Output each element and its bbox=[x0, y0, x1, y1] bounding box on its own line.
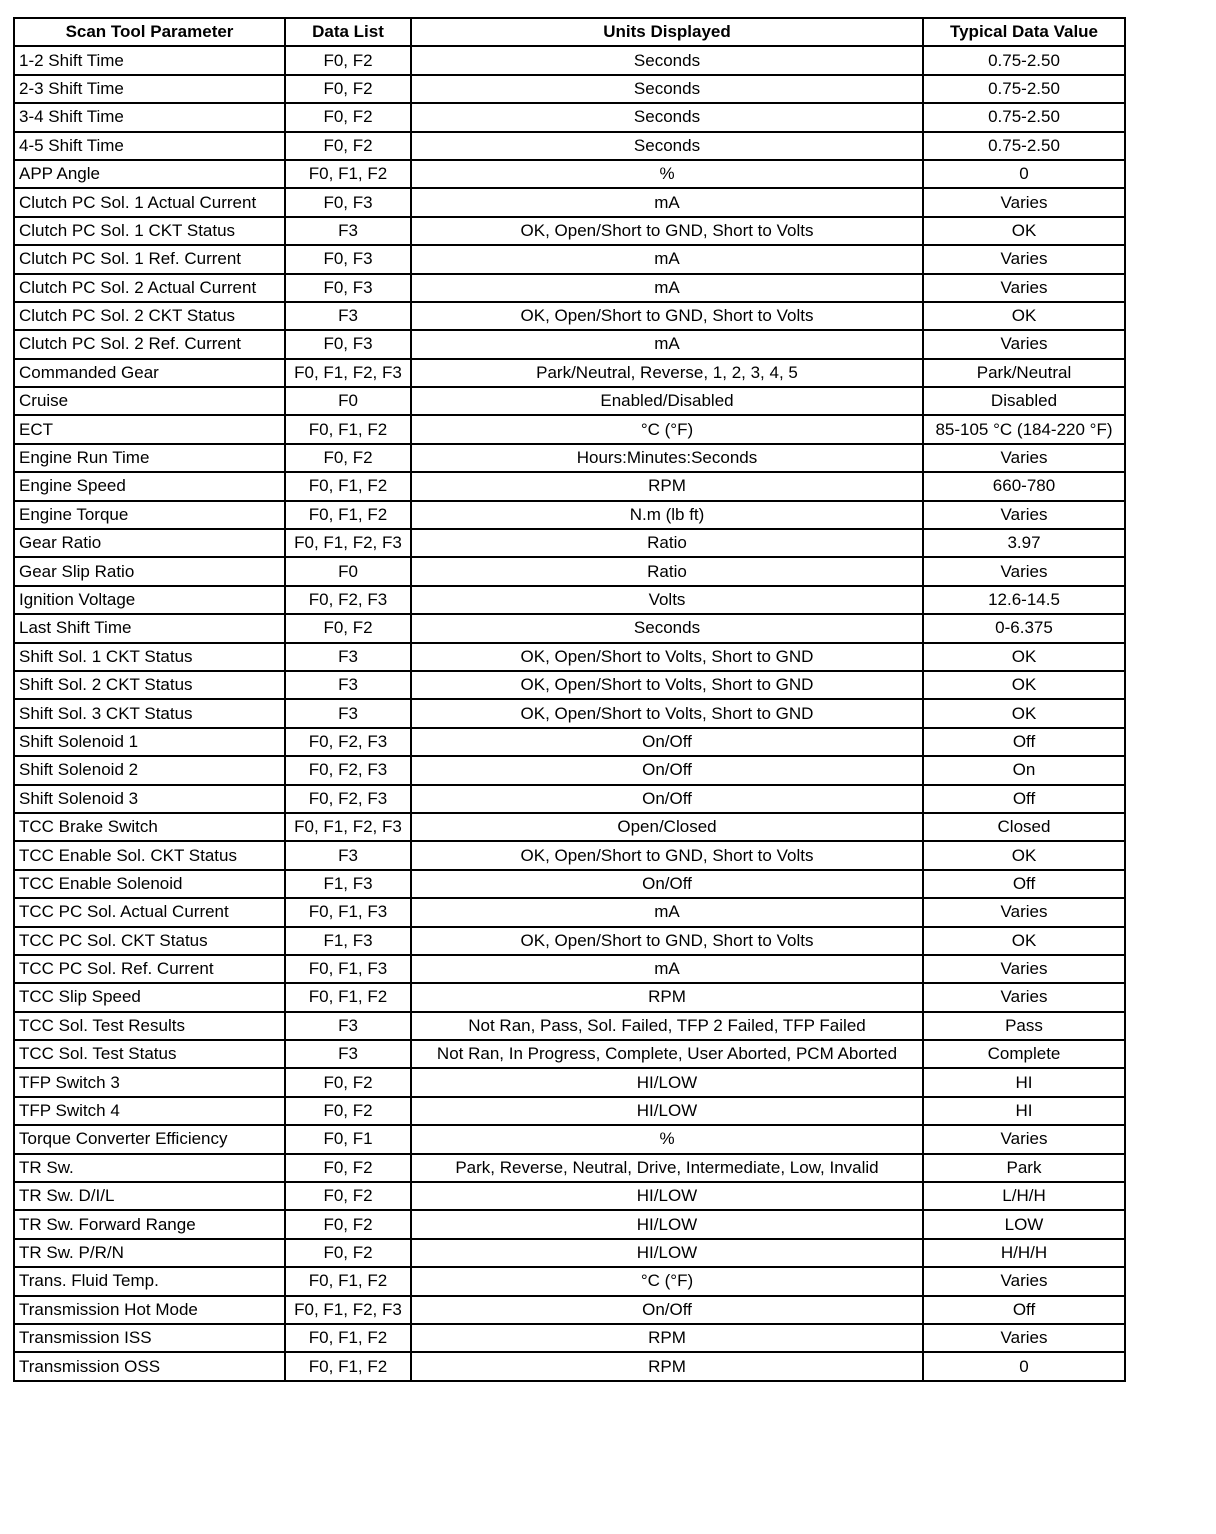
typical-value-cell: 0.75-2.50 bbox=[923, 103, 1125, 131]
units-cell: HI/LOW bbox=[411, 1182, 923, 1210]
parameter-cell: Torque Converter Efficiency bbox=[14, 1125, 285, 1153]
scan-tool-data-document bbox=[13, 17, 1126, 1382]
parameter-cell: Shift Solenoid 3 bbox=[14, 785, 285, 813]
data-list-cell: F0, F2 bbox=[285, 1068, 411, 1096]
units-cell: On/Off bbox=[411, 785, 923, 813]
typical-value-cell: Park/Neutral bbox=[923, 359, 1125, 387]
parameter-cell: TCC PC Sol. Actual Current bbox=[14, 898, 285, 926]
data-list-cell: F0, F1, F2, F3 bbox=[285, 813, 411, 841]
units-cell: OK, Open/Short to GND, Short to Volts bbox=[411, 927, 923, 955]
units-cell: mA bbox=[411, 898, 923, 926]
scan-tool-data-table bbox=[13, 17, 1126, 1382]
units-cell: On/Off bbox=[411, 728, 923, 756]
table-row bbox=[14, 46, 1125, 74]
data-list-cell: F0, F2 bbox=[285, 103, 411, 131]
typical-value-cell: HI bbox=[923, 1097, 1125, 1125]
parameter-cell: TR Sw. Forward Range bbox=[14, 1210, 285, 1238]
data-list-cell: F0, F2 bbox=[285, 132, 411, 160]
parameter-cell: TR Sw. P/R/N bbox=[14, 1239, 285, 1267]
data-list-cell: F0, F1, F3 bbox=[285, 955, 411, 983]
table-row bbox=[14, 415, 1125, 443]
data-list-cell: F0, F1, F2 bbox=[285, 472, 411, 500]
units-cell: OK, Open/Short to Volts, Short to GND bbox=[411, 671, 923, 699]
parameter-cell: TFP Switch 4 bbox=[14, 1097, 285, 1125]
parameter-cell: APP Angle bbox=[14, 160, 285, 188]
units-cell: Seconds bbox=[411, 103, 923, 131]
units-cell: OK, Open/Short to Volts, Short to GND bbox=[411, 643, 923, 671]
parameter-cell: Shift Sol. 2 CKT Status bbox=[14, 671, 285, 699]
parameter-cell: Clutch PC Sol. 2 Actual Current bbox=[14, 274, 285, 302]
table-row bbox=[14, 756, 1125, 784]
units-cell: OK, Open/Short to GND, Short to Volts bbox=[411, 841, 923, 869]
table-row bbox=[14, 1125, 1125, 1153]
typical-value-cell: 0 bbox=[923, 1352, 1125, 1380]
table-row bbox=[14, 557, 1125, 585]
parameter-cell: TCC PC Sol. CKT Status bbox=[14, 927, 285, 955]
typical-value-cell: Varies bbox=[923, 330, 1125, 358]
typical-value-cell: Pass bbox=[923, 1012, 1125, 1040]
parameter-cell: TCC PC Sol. Ref. Current bbox=[14, 955, 285, 983]
parameter-cell: Transmission ISS bbox=[14, 1324, 285, 1352]
units-cell: mA bbox=[411, 188, 923, 216]
typical-value-cell: Park bbox=[923, 1154, 1125, 1182]
parameter-cell: Trans. Fluid Temp. bbox=[14, 1267, 285, 1295]
typical-value-cell: Varies bbox=[923, 245, 1125, 273]
units-cell: RPM bbox=[411, 983, 923, 1011]
table-row bbox=[14, 103, 1125, 131]
typical-value-cell: OK bbox=[923, 927, 1125, 955]
data-list-cell: F0, F3 bbox=[285, 188, 411, 216]
units-cell: % bbox=[411, 1125, 923, 1153]
units-cell: OK, Open/Short to GND, Short to Volts bbox=[411, 217, 923, 245]
table-row bbox=[14, 841, 1125, 869]
data-list-cell: F0, F2 bbox=[285, 46, 411, 74]
typical-value-cell: Complete bbox=[923, 1040, 1125, 1068]
table-row bbox=[14, 671, 1125, 699]
parameter-cell: Engine Run Time bbox=[14, 444, 285, 472]
typical-value-cell: Varies bbox=[923, 444, 1125, 472]
parameter-cell: TCC Sol. Test Status bbox=[14, 1040, 285, 1068]
units-cell: RPM bbox=[411, 472, 923, 500]
header-scan-tool-parameter: Scan Tool Parameter bbox=[14, 18, 285, 46]
table-row bbox=[14, 1154, 1125, 1182]
data-list-cell: F0, F2 bbox=[285, 1210, 411, 1238]
table-row bbox=[14, 614, 1125, 642]
units-cell: Seconds bbox=[411, 46, 923, 74]
data-list-cell: F0, F2 bbox=[285, 1239, 411, 1267]
typical-value-cell: OK bbox=[923, 699, 1125, 727]
data-list-cell: F0, F1, F2 bbox=[285, 983, 411, 1011]
units-cell: On/Off bbox=[411, 870, 923, 898]
data-list-cell: F0, F1, F2 bbox=[285, 415, 411, 443]
units-cell: N.m (lb ft) bbox=[411, 501, 923, 529]
typical-value-cell: OK bbox=[923, 217, 1125, 245]
parameter-cell: Shift Sol. 1 CKT Status bbox=[14, 643, 285, 671]
typical-value-cell: 0.75-2.50 bbox=[923, 46, 1125, 74]
parameter-cell: TCC Enable Solenoid bbox=[14, 870, 285, 898]
units-cell: On/Off bbox=[411, 1296, 923, 1324]
table-row bbox=[14, 983, 1125, 1011]
typical-value-cell: OK bbox=[923, 841, 1125, 869]
data-list-cell: F0, F1, F2, F3 bbox=[285, 1296, 411, 1324]
data-list-cell: F3 bbox=[285, 217, 411, 245]
units-cell: OK, Open/Short to GND, Short to Volts bbox=[411, 302, 923, 330]
data-list-cell: F1, F3 bbox=[285, 870, 411, 898]
typical-value-cell: Varies bbox=[923, 274, 1125, 302]
parameter-cell: 2-3 Shift Time bbox=[14, 75, 285, 103]
typical-value-cell: Varies bbox=[923, 557, 1125, 585]
table-row bbox=[14, 75, 1125, 103]
units-cell: Seconds bbox=[411, 614, 923, 642]
table-row bbox=[14, 472, 1125, 500]
data-list-cell: F0 bbox=[285, 387, 411, 415]
units-cell: Park/Neutral, Reverse, 1, 2, 3, 4, 5 bbox=[411, 359, 923, 387]
data-list-cell: F0, F2 bbox=[285, 75, 411, 103]
table-row bbox=[14, 699, 1125, 727]
table-row bbox=[14, 1097, 1125, 1125]
parameter-cell: Shift Solenoid 2 bbox=[14, 756, 285, 784]
typical-value-cell: Closed bbox=[923, 813, 1125, 841]
units-cell: HI/LOW bbox=[411, 1068, 923, 1096]
typical-value-cell: OK bbox=[923, 643, 1125, 671]
table-row bbox=[14, 444, 1125, 472]
table-row bbox=[14, 1324, 1125, 1352]
typical-value-cell: OK bbox=[923, 302, 1125, 330]
table-row bbox=[14, 586, 1125, 614]
data-list-cell: F0, F2 bbox=[285, 1182, 411, 1210]
parameter-cell: Transmission OSS bbox=[14, 1352, 285, 1380]
typical-value-cell: 12.6-14.5 bbox=[923, 586, 1125, 614]
data-list-cell: F0, F1, F2, F3 bbox=[285, 529, 411, 557]
parameter-cell: Ignition Voltage bbox=[14, 586, 285, 614]
parameter-cell: TR Sw. D/I/L bbox=[14, 1182, 285, 1210]
table-body bbox=[14, 46, 1125, 1380]
data-list-cell: F0, F2, F3 bbox=[285, 728, 411, 756]
parameter-cell: Shift Solenoid 1 bbox=[14, 728, 285, 756]
typical-value-cell: LOW bbox=[923, 1210, 1125, 1238]
units-cell: Volts bbox=[411, 586, 923, 614]
header-data-list: Data List bbox=[285, 18, 411, 46]
table-row bbox=[14, 927, 1125, 955]
parameter-cell: TCC Enable Sol. CKT Status bbox=[14, 841, 285, 869]
table-row bbox=[14, 1182, 1125, 1210]
table-row bbox=[14, 1267, 1125, 1295]
table-row bbox=[14, 188, 1125, 216]
data-list-cell: F0, F1, F2, F3 bbox=[285, 359, 411, 387]
table-row bbox=[14, 1210, 1125, 1238]
typical-value-cell: Varies bbox=[923, 1324, 1125, 1352]
units-cell: % bbox=[411, 160, 923, 188]
parameter-cell: ECT bbox=[14, 415, 285, 443]
table-row bbox=[14, 274, 1125, 302]
parameter-cell: Clutch PC Sol. 2 CKT Status bbox=[14, 302, 285, 330]
parameter-cell: TCC Sol. Test Results bbox=[14, 1012, 285, 1040]
table-row bbox=[14, 1239, 1125, 1267]
data-list-cell: F3 bbox=[285, 841, 411, 869]
data-list-cell: F0, F3 bbox=[285, 245, 411, 273]
units-cell: HI/LOW bbox=[411, 1210, 923, 1238]
table-row bbox=[14, 1040, 1125, 1068]
data-list-cell: F0, F1, F2 bbox=[285, 501, 411, 529]
typical-value-cell: OK bbox=[923, 671, 1125, 699]
table-row bbox=[14, 132, 1125, 160]
parameter-cell: 4-5 Shift Time bbox=[14, 132, 285, 160]
units-cell: Park, Reverse, Neutral, Drive, Intermediate, Low, Invalid bbox=[411, 1154, 923, 1182]
table-row bbox=[14, 870, 1125, 898]
header-units-displayed: Units Displayed bbox=[411, 18, 923, 46]
units-cell: mA bbox=[411, 955, 923, 983]
units-cell: °C (°F) bbox=[411, 1267, 923, 1295]
table-row bbox=[14, 359, 1125, 387]
units-cell: mA bbox=[411, 245, 923, 273]
typical-value-cell: Varies bbox=[923, 955, 1125, 983]
header-typical-data-value: Typical Data Value bbox=[923, 18, 1125, 46]
table-row bbox=[14, 1012, 1125, 1040]
table-header-row bbox=[14, 18, 1125, 46]
table-row bbox=[14, 1068, 1125, 1096]
units-cell: Seconds bbox=[411, 75, 923, 103]
typical-value-cell: 85-105 °C (184-220 °F) bbox=[923, 415, 1125, 443]
units-cell: OK, Open/Short to Volts, Short to GND bbox=[411, 699, 923, 727]
units-cell: Enabled/Disabled bbox=[411, 387, 923, 415]
data-list-cell: F3 bbox=[285, 1012, 411, 1040]
data-list-cell: F0, F2 bbox=[285, 444, 411, 472]
typical-value-cell: 0-6.375 bbox=[923, 614, 1125, 642]
parameter-cell: Clutch PC Sol. 1 CKT Status bbox=[14, 217, 285, 245]
data-list-cell: F3 bbox=[285, 302, 411, 330]
typical-value-cell: Varies bbox=[923, 188, 1125, 216]
typical-value-cell: H/H/H bbox=[923, 1239, 1125, 1267]
units-cell: Not Ran, Pass, Sol. Failed, TFP 2 Failed, TFP Failed bbox=[411, 1012, 923, 1040]
typical-value-cell: Varies bbox=[923, 983, 1125, 1011]
units-cell: Open/Closed bbox=[411, 813, 923, 841]
data-list-cell: F3 bbox=[285, 699, 411, 727]
parameter-cell: 1-2 Shift Time bbox=[14, 46, 285, 74]
typical-value-cell: 0.75-2.50 bbox=[923, 132, 1125, 160]
parameter-cell: Clutch PC Sol. 1 Actual Current bbox=[14, 188, 285, 216]
data-list-cell: F0, F3 bbox=[285, 330, 411, 358]
typical-value-cell: Off bbox=[923, 1296, 1125, 1324]
data-list-cell: F0 bbox=[285, 557, 411, 585]
parameter-cell: Clutch PC Sol. 2 Ref. Current bbox=[14, 330, 285, 358]
table-row bbox=[14, 529, 1125, 557]
table-row bbox=[14, 728, 1125, 756]
parameter-cell: Gear Slip Ratio bbox=[14, 557, 285, 585]
typical-value-cell: HI bbox=[923, 1068, 1125, 1096]
data-list-cell: F1, F3 bbox=[285, 927, 411, 955]
units-cell: HI/LOW bbox=[411, 1239, 923, 1267]
data-list-cell: F0, F2, F3 bbox=[285, 785, 411, 813]
data-list-cell: F0, F2 bbox=[285, 1154, 411, 1182]
units-cell: mA bbox=[411, 330, 923, 358]
typical-value-cell: 3.97 bbox=[923, 529, 1125, 557]
typical-value-cell: Off bbox=[923, 870, 1125, 898]
typical-value-cell: Varies bbox=[923, 1267, 1125, 1295]
parameter-cell: Gear Ratio bbox=[14, 529, 285, 557]
data-list-cell: F0, F1, F2 bbox=[285, 1352, 411, 1380]
typical-value-cell: Off bbox=[923, 728, 1125, 756]
units-cell: HI/LOW bbox=[411, 1097, 923, 1125]
parameter-cell: Engine Torque bbox=[14, 501, 285, 529]
parameter-cell: TCC Slip Speed bbox=[14, 983, 285, 1011]
parameter-cell: Cruise bbox=[14, 387, 285, 415]
data-list-cell: F3 bbox=[285, 643, 411, 671]
parameter-cell: Transmission Hot Mode bbox=[14, 1296, 285, 1324]
parameter-cell: Clutch PC Sol. 1 Ref. Current bbox=[14, 245, 285, 273]
typical-value-cell: Varies bbox=[923, 501, 1125, 529]
typical-value-cell: L/H/H bbox=[923, 1182, 1125, 1210]
parameter-cell: Commanded Gear bbox=[14, 359, 285, 387]
parameter-cell: 3-4 Shift Time bbox=[14, 103, 285, 131]
data-list-cell: F0, F2 bbox=[285, 614, 411, 642]
parameter-cell: Engine Speed bbox=[14, 472, 285, 500]
table-row bbox=[14, 245, 1125, 273]
units-cell: Not Ran, In Progress, Complete, User Aborted, PCM Aborted bbox=[411, 1040, 923, 1068]
typical-value-cell: Disabled bbox=[923, 387, 1125, 415]
units-cell: °C (°F) bbox=[411, 415, 923, 443]
parameter-cell: Last Shift Time bbox=[14, 614, 285, 642]
table-row bbox=[14, 330, 1125, 358]
data-list-cell: F0, F2, F3 bbox=[285, 756, 411, 784]
typical-value-cell: 0.75-2.50 bbox=[923, 75, 1125, 103]
parameter-cell: TR Sw. bbox=[14, 1154, 285, 1182]
units-cell: Ratio bbox=[411, 557, 923, 585]
data-list-cell: F3 bbox=[285, 1040, 411, 1068]
parameter-cell: TCC Brake Switch bbox=[14, 813, 285, 841]
parameter-cell: TFP Switch 3 bbox=[14, 1068, 285, 1096]
typical-value-cell: Varies bbox=[923, 898, 1125, 926]
units-cell: Ratio bbox=[411, 529, 923, 557]
data-list-cell: F0, F2, F3 bbox=[285, 586, 411, 614]
data-list-cell: F0, F2 bbox=[285, 1097, 411, 1125]
units-cell: mA bbox=[411, 274, 923, 302]
table-row bbox=[14, 1296, 1125, 1324]
data-list-cell: F0, F1, F2 bbox=[285, 1324, 411, 1352]
table-row bbox=[14, 302, 1125, 330]
units-cell: RPM bbox=[411, 1324, 923, 1352]
units-cell: Seconds bbox=[411, 132, 923, 160]
typical-value-cell: 660-780 bbox=[923, 472, 1125, 500]
parameter-cell: Shift Sol. 3 CKT Status bbox=[14, 699, 285, 727]
typical-value-cell: 0 bbox=[923, 160, 1125, 188]
units-cell: On/Off bbox=[411, 756, 923, 784]
table-row bbox=[14, 643, 1125, 671]
table-row bbox=[14, 898, 1125, 926]
table-row bbox=[14, 387, 1125, 415]
units-cell: Hours:Minutes:Seconds bbox=[411, 444, 923, 472]
data-list-cell: F3 bbox=[285, 671, 411, 699]
table-row bbox=[14, 813, 1125, 841]
table-row bbox=[14, 1352, 1125, 1380]
table-row bbox=[14, 217, 1125, 245]
typical-value-cell: Varies bbox=[923, 1125, 1125, 1153]
data-list-cell: F0, F1, F3 bbox=[285, 898, 411, 926]
data-list-cell: F0, F1, F2 bbox=[285, 160, 411, 188]
table-row bbox=[14, 501, 1125, 529]
table-row bbox=[14, 785, 1125, 813]
data-list-cell: F0, F1, F2 bbox=[285, 1267, 411, 1295]
data-list-cell: F0, F3 bbox=[285, 274, 411, 302]
typical-value-cell: Off bbox=[923, 785, 1125, 813]
data-list-cell: F0, F1 bbox=[285, 1125, 411, 1153]
table-row bbox=[14, 955, 1125, 983]
units-cell: RPM bbox=[411, 1352, 923, 1380]
table-row bbox=[14, 160, 1125, 188]
typical-value-cell: On bbox=[923, 756, 1125, 784]
